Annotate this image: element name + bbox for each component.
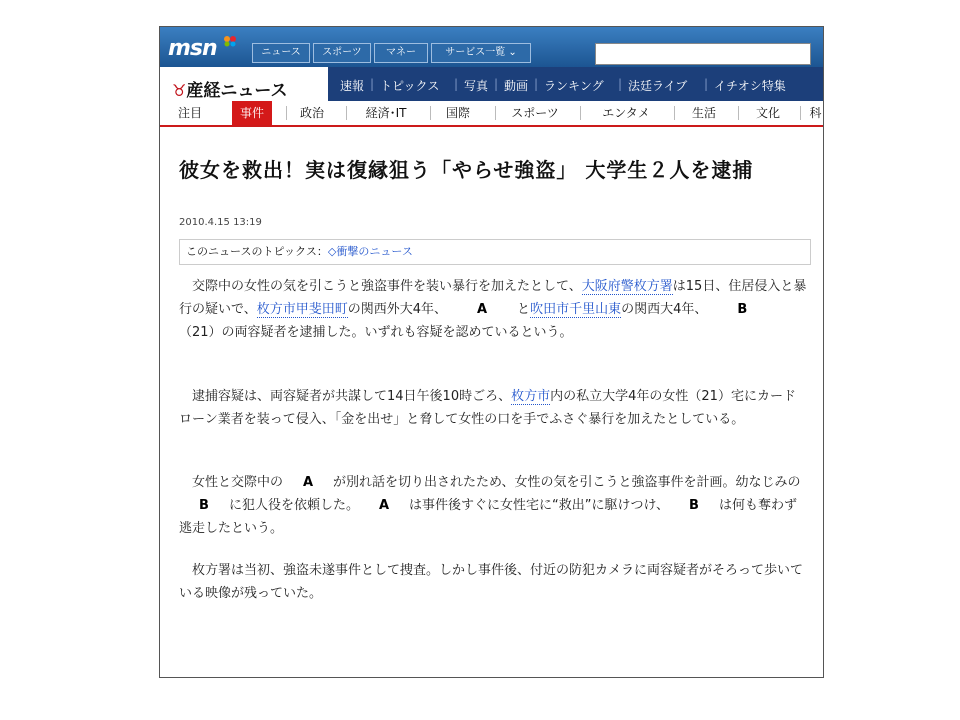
sankei-nav-topics[interactable]: トピックス <box>380 79 440 93</box>
link-senriyama-higashi[interactable]: 吹田市千里山東 <box>530 302 622 317</box>
sankei-nav-ranking[interactable]: ランキング <box>544 79 604 93</box>
article-paragraph-3 <box>179 471 807 540</box>
msn-butterfly-icon <box>224 35 236 47</box>
tab-divider <box>286 106 287 120</box>
para-text: は15日、住居侵入と暴行の疑いで、 <box>179 279 807 317</box>
redacted-name-a: A <box>359 494 409 517</box>
category-tab-bar <box>160 101 823 127</box>
para-text: （21）の両容疑者を逮捕した。いずれも容疑を認めているという。 <box>179 325 573 340</box>
article-paragraph-2 <box>179 385 807 431</box>
topic-link[interactable]: ◇衝撃のニュース <box>327 245 413 258</box>
tab-lifestyle[interactable]: 生活 <box>691 106 716 120</box>
sankei-nav-photos[interactable]: 写真 <box>464 79 489 93</box>
redacted-name-a: A <box>447 298 517 321</box>
search-input[interactable] <box>595 43 811 65</box>
tab-divider <box>495 106 496 120</box>
tab-sports[interactable]: スポーツ <box>511 106 559 120</box>
link-hirakata-city[interactable]: 枚方市 <box>511 389 551 404</box>
sankei-nav-features[interactable]: イチオシ特集 <box>714 79 786 93</box>
sankei-nav-court-live[interactable]: 法廷ライブ <box>628 79 688 93</box>
tab-international[interactable]: 国際 <box>445 106 470 120</box>
tab-featured[interactable]: 注目 <box>177 106 202 120</box>
sankei-logo-text: 産経ニュース <box>186 81 288 101</box>
para-text: の関西外大4年、 <box>347 302 448 317</box>
redacted-name-b: B <box>669 494 719 517</box>
nav-divider: | <box>454 77 459 91</box>
nav-divider: | <box>704 77 709 91</box>
browser-content-frame <box>159 26 824 678</box>
para-text: は事件後すぐに女性宅に“救出”に駆けつけ、 <box>409 498 669 513</box>
tab-divider <box>800 106 801 120</box>
para-text: 枚方署は当初、強盗未遂事件として捜査。しかし事件後、付近の防犯カメラに両容疑者がそろって歩いている映像が残っていた。 <box>179 563 804 601</box>
tab-culture[interactable]: 文化 <box>755 106 780 120</box>
tab-divider <box>738 106 739 120</box>
article-paragraph-1 <box>179 275 807 344</box>
tab-incidents[interactable]: 事件 <box>232 101 272 125</box>
msn-header-bar <box>160 27 823 67</box>
sankei-news-logo[interactable] <box>172 76 288 101</box>
msn-logo[interactable]: msn <box>168 36 217 61</box>
article-headline: 彼女を救出！実は復縁狙う「やらせ強盗」 大学生２人を逮捕 <box>179 158 754 182</box>
para-text: 女性と交際中の <box>192 475 284 490</box>
sankei-header-bar <box>160 67 823 101</box>
para-text: は何も奪わず逃走したという。 <box>179 498 797 536</box>
para-text: 逮捕容疑は、両容疑者が共謀して14日午後10時ごろ、 <box>192 389 512 404</box>
para-text: が別れ話を切り出されたため、女性の気を引こうと強盗事件を計画。幼なじみの <box>333 475 801 490</box>
msn-nav-money[interactable]: マネー <box>374 43 428 63</box>
topic-label: このニュースのトピックス： <box>186 245 328 258</box>
sankei-nav-breaking[interactable]: 速報 <box>340 79 365 93</box>
nav-divider: | <box>618 77 623 91</box>
link-hirakata-police[interactable]: 大阪府警枚方署 <box>581 279 673 294</box>
tab-politics[interactable]: 政治 <box>299 106 324 120</box>
para-text: と <box>517 302 531 317</box>
tab-economy-it[interactable]: 経済･IT <box>365 106 407 120</box>
para-text: 交際中の女性の気を引こうと強盗事件を装い暴行を加えたとして、 <box>192 279 582 294</box>
para-text: に犯人役を依頼した。 <box>229 498 360 513</box>
tab-science[interactable]: 科 <box>809 106 822 120</box>
tab-divider <box>346 106 347 120</box>
redacted-name-b: B <box>707 298 777 321</box>
nav-divider: | <box>494 77 499 91</box>
nav-divider: | <box>370 77 375 91</box>
redacted-name-a: A <box>283 471 333 494</box>
msn-nav-services[interactable]: サービス一覧 ⌄ <box>431 43 531 63</box>
nav-divider: | <box>534 77 539 91</box>
topic-box <box>179 239 811 265</box>
tab-entertainment[interactable]: エンタメ <box>602 106 650 120</box>
msn-nav-sports[interactable]: スポーツ <box>313 43 371 63</box>
msn-nav-news[interactable]: ニュース <box>252 43 310 63</box>
sankei-logo-icon: ♉ <box>172 81 187 100</box>
sankei-nav <box>328 67 823 101</box>
tab-divider <box>674 106 675 120</box>
para-text: 内の私立大学4年の女性（21）宅にカードローン業者を装って侵入、「金を出せ」と脅して女性の口を手でふさぐ暴行を加えたとしている。 <box>179 389 796 427</box>
link-kaidacho[interactable]: 枚方市甲斐田町 <box>256 302 348 317</box>
article-paragraph-4 <box>179 559 807 605</box>
tab-divider <box>580 106 581 120</box>
tab-divider <box>430 106 431 120</box>
sankei-nav-video[interactable]: 動画 <box>504 79 529 93</box>
redacted-name-b: B <box>179 494 229 517</box>
article-date: 2010.4.15 13:19 <box>179 217 262 228</box>
para-text: の関西大4年、 <box>621 302 708 317</box>
